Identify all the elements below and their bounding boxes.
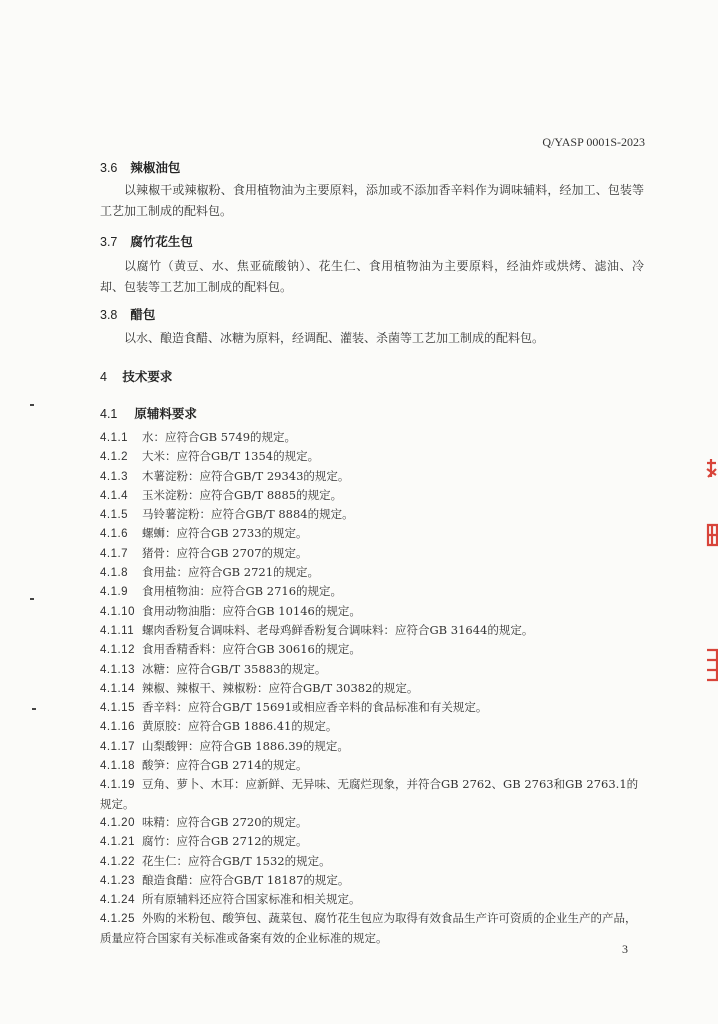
item-number: 4.1.5 xyxy=(100,509,129,522)
item-number: 4.1.23 xyxy=(100,874,135,887)
chapter-number: 4 xyxy=(100,370,107,384)
section-title: 腐竹花生包 xyxy=(130,234,193,249)
item-text: 酿造食醋：应符合GB/T 18187的规定。 xyxy=(142,872,350,887)
item-text: 腐竹：应符合GB 2712的规定。 xyxy=(142,834,308,849)
item-text: 豆角、萝卜、木耳：应新鲜、无异味、无腐烂现象，并符合GB 2762、GB 2763和GB 2763.1的规定。 xyxy=(100,777,639,811)
list-item xyxy=(100,756,646,775)
list-item xyxy=(100,544,646,563)
item-number: 4.1.19 xyxy=(100,779,135,792)
list-item xyxy=(100,717,646,736)
item-number: 4.1.1 xyxy=(100,432,129,444)
list-item xyxy=(100,775,646,813)
requirements-list xyxy=(100,428,646,947)
document-code: Q/YASP 0001S-2023 xyxy=(542,135,645,149)
item-number: 4.1.6 xyxy=(100,528,129,541)
item-text: 木薯淀粉：应符合GB/T 29343的规定。 xyxy=(142,468,350,483)
item-text: 食用香精香料：应符合GB 30616的规定。 xyxy=(142,642,361,657)
item-number: 4.1.12 xyxy=(100,644,135,657)
item-number: 4.1.8 xyxy=(100,567,129,580)
item-number: 4.1.15 xyxy=(100,702,135,715)
item-text: 螺蛳：应符合GB 2733的规定。 xyxy=(142,526,308,541)
section-3-6-text: 以辣椒干或辣椒粉、食用植物油为主要原料，添加或不添加香辛料作为调味辅料，经加工、包装等工艺加工制成的配料包。 xyxy=(100,183,644,218)
section-title: 原辅料要求 xyxy=(134,406,197,421)
item-number: 4.1.25 xyxy=(100,913,135,926)
list-item xyxy=(100,621,646,640)
item-text: 大米：应符合GB/T 1354的规定。 xyxy=(142,449,320,464)
list-item xyxy=(100,813,646,832)
section-3-7-text: 以腐竹（黄豆、水、焦亚硫酸钠）、花生仁、食用植物油为主要原料，经油炸或烘烤、滤油、冷却、包装等工艺加工制成的配料包。 xyxy=(100,259,644,294)
list-item xyxy=(100,428,646,447)
list-item xyxy=(100,660,646,679)
chapter-title: 技术要求 xyxy=(122,369,173,384)
list-item xyxy=(100,871,646,890)
item-number: 4.1.11 xyxy=(100,624,135,637)
section-number: 3.8 xyxy=(100,308,118,322)
section-title: 辣椒油包 xyxy=(130,160,181,175)
item-text: 猪骨：应符合GB 2707的规定。 xyxy=(142,545,308,560)
item-text: 马铃薯淀粉：应符合GB/T 8884的规定。 xyxy=(142,507,354,522)
list-item xyxy=(100,640,646,659)
list-item xyxy=(100,582,646,601)
item-number: 4.1.17 xyxy=(100,740,135,753)
item-text: 山梨酸钾：应符合GB 1886.39的规定。 xyxy=(142,738,349,753)
section-number: 3.6 xyxy=(100,161,118,175)
item-text: 辣椒、辣椒干、辣椒粉：应符合GB/T 30382的规定。 xyxy=(142,680,419,695)
item-number: 4.1.18 xyxy=(100,760,135,773)
scan-mark xyxy=(30,598,34,600)
list-item xyxy=(100,852,646,871)
item-number: 4.1.10 xyxy=(100,605,135,618)
scan-mark xyxy=(32,708,36,710)
item-text: 酸笋：应符合GB 2714的规定。 xyxy=(142,758,308,773)
item-number: 4.1.3 xyxy=(100,470,129,483)
section-4-1-heading xyxy=(100,404,197,422)
item-number: 4.1.22 xyxy=(100,855,135,868)
list-item xyxy=(100,524,646,543)
list-item xyxy=(100,890,646,909)
item-number: 4.1.21 xyxy=(100,836,135,849)
list-item xyxy=(100,909,646,947)
section-number: 4.1 xyxy=(100,407,118,421)
item-number: 4.1.16 xyxy=(100,721,135,734)
item-text: 所有原辅料还应符合国家标准和相关规定。 xyxy=(142,892,361,907)
item-text: 螺肉香粉复合调味料、老母鸡鲜香粉复合调味料：应符合GB 31644的规定。 xyxy=(142,622,534,637)
item-number: 4.1.24 xyxy=(100,894,135,907)
list-item xyxy=(100,486,646,505)
item-text: 食用盐：应符合GB 2721的规定。 xyxy=(142,565,320,580)
item-number: 4.1.20 xyxy=(100,816,135,829)
list-item xyxy=(100,737,646,756)
scan-mark xyxy=(30,404,34,406)
item-text: 黄原胶：应符合GB 1886.41的规定。 xyxy=(142,719,338,734)
page-number: 3 xyxy=(622,942,628,956)
item-text: 味精：应符合GB 2720的规定。 xyxy=(142,814,308,829)
item-text: 食用动物油脂：应符合GB 10146的规定。 xyxy=(142,603,361,618)
list-item xyxy=(100,832,646,851)
item-text: 水：应符合GB 5749的规定。 xyxy=(142,430,297,444)
item-number: 4.1.9 xyxy=(100,586,129,599)
item-text: 冰糖：应符合GB/T 35883的规定。 xyxy=(142,661,327,676)
list-item xyxy=(100,505,646,524)
item-text: 外购的米粉包、酸笋包、蔬菜包、腐竹花生包应为取得有效食品生产许可资质的企业生产的产品，质量应符合国家有关标准或备案有效的企业标准的规定。 xyxy=(100,911,637,945)
item-text: 香辛料：应符合GB/T 15691或相应香辛料的食品标准和有关规定。 xyxy=(142,700,488,715)
item-number: 4.1.14 xyxy=(100,682,135,695)
chapter-4-heading xyxy=(100,367,172,385)
list-item xyxy=(100,679,646,698)
item-text: 玉米淀粉：应符合GB/T 8885的规定。 xyxy=(142,487,343,502)
item-number: 4.1.2 xyxy=(100,451,129,464)
list-item xyxy=(100,698,646,717)
section-3-7-heading xyxy=(100,232,193,250)
item-text: 食用植物油：应符合GB 2716的规定。 xyxy=(142,584,343,599)
item-text: 花生仁：应符合GB/T 1532的规定。 xyxy=(142,853,331,868)
item-number: 4.1.4 xyxy=(100,489,129,502)
seal-stamp-edge xyxy=(702,455,718,685)
section-number: 3.7 xyxy=(100,235,118,249)
section-3-8-text: 以水、酿造食醋、冰糖为原料，经调配、灌装、杀菌等工艺加工制成的配料包。 xyxy=(124,331,545,345)
list-item xyxy=(100,467,646,486)
list-item xyxy=(100,447,646,466)
section-title: 醋包 xyxy=(130,307,156,322)
item-number: 4.1.13 xyxy=(100,663,135,676)
section-3-8-heading xyxy=(100,305,155,323)
list-item xyxy=(100,563,646,582)
item-number: 4.1.7 xyxy=(100,547,129,560)
section-3-6-heading xyxy=(100,158,180,176)
list-item xyxy=(100,602,646,621)
